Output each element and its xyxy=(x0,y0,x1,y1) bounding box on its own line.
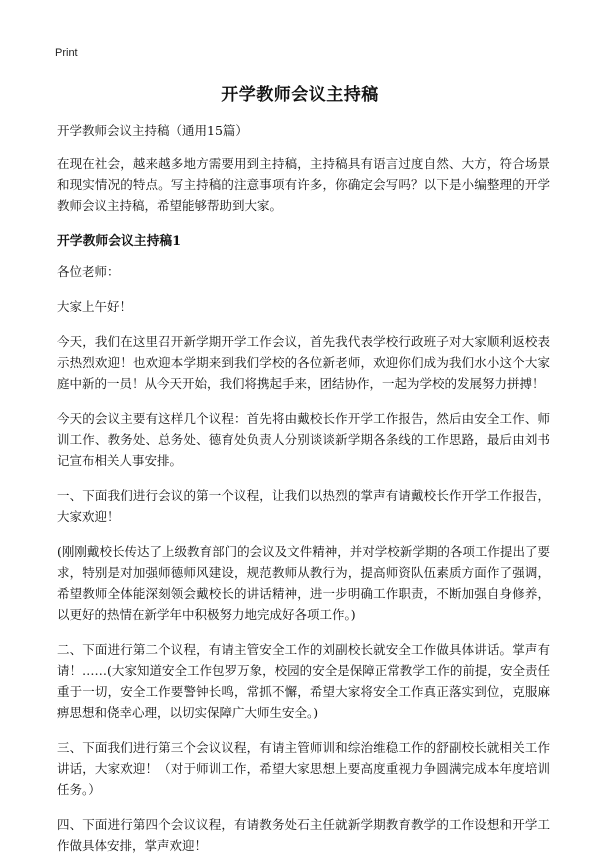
article-body xyxy=(57,120,550,864)
paragraph-item-1-summary: (刚刚戴校长传达了上级教育部门的会议及文件精神，并对学校新学期的各项工作提出了要求，特别是对加强师德师风建设，规范教师从教行为，提高师资队伍素质方面作了强调，希望教师全体能深刻领会戴校长的讲话精神，进一步明确工作职责，不断加强自身修养，以更好的热情在新学年中积极努力地完成好各项工作。) xyxy=(57,544,550,622)
print-link[interactable]: Print xyxy=(55,47,78,59)
paragraph-greeting: 各位老师： xyxy=(57,264,120,279)
paragraph-item-4: 四、下面进行第四个会议议程，有请教务处石主任就新学期教育教学的工作设想和开学工作做具体安排，掌声欢迎！ xyxy=(57,817,550,853)
paragraph-item-3: 三、下面我们进行第三个会议议程，有请主管师训和综治维稳工作的舒副校长就相关工作讲话，大家欢迎！（对于师训工作，希望大家思想上要高度重视力争圆满完成本年度培训任务。） xyxy=(57,740,550,797)
page-title: 开学教师会议主持稿 xyxy=(221,85,379,105)
paragraph-agenda: 今天的会议主要有这样几个议程：首先将由戴校长作开学工作报告，然后由安全工作、师训工作、教务处、总务处、德育处负责人分别谈谈新学期各条线的工作思路，最后由刘书记宣布相关人事安排。 xyxy=(57,411,550,468)
paragraph-item-1: 一、下面我们进行会议的第一个议程，让我们以热烈的掌声有请戴校长作开学工作报告，大家欢迎！ xyxy=(57,488,550,524)
section-heading: 开学教师会议主持稿1 xyxy=(57,234,182,249)
document-subtitle: 开学教师会议主持稿（通用15篇） xyxy=(57,123,248,138)
intro-paragraph: 在现在社会，越来越多地方需要用到主持稿，主持稿具有语言过度自然、大方，符合场景和现实情况的特点。写主持稿的注意事项有许多，你确定会写吗？以下是小编整理的开学教师会议主持稿，希望能够帮助到大家。 xyxy=(57,156,550,213)
paragraph-good-morning: 大家上午好！ xyxy=(57,299,133,314)
paragraph-opening: 今天，我们在这里召开新学期开学工作会议，首先我代表学校行政班子对大家顺利返校表示热烈欢迎！也欢迎本学期来到我们学校的各位新老师，欢迎你们成为我们水小这个大家庭中新的一员！从今天开始，我们将携起手来，团结协作，一起为学校的发展努力拼搏！ xyxy=(57,334,550,391)
paragraph-item-2: 二、下面进行第二个议程，有请主管安全工作的刘副校长就安全工作做具体讲话。掌声有请！……(大家知道安全工作包罗万象，校园的安全是保障正常教学工作的前提，安全责任重于一切，安全工作要警钟长鸣，常抓不懈，希望大家将安全工作真正落实到位，克服麻痹思想和侥幸心理，以切实保障广大师生安全。) xyxy=(57,642,550,720)
